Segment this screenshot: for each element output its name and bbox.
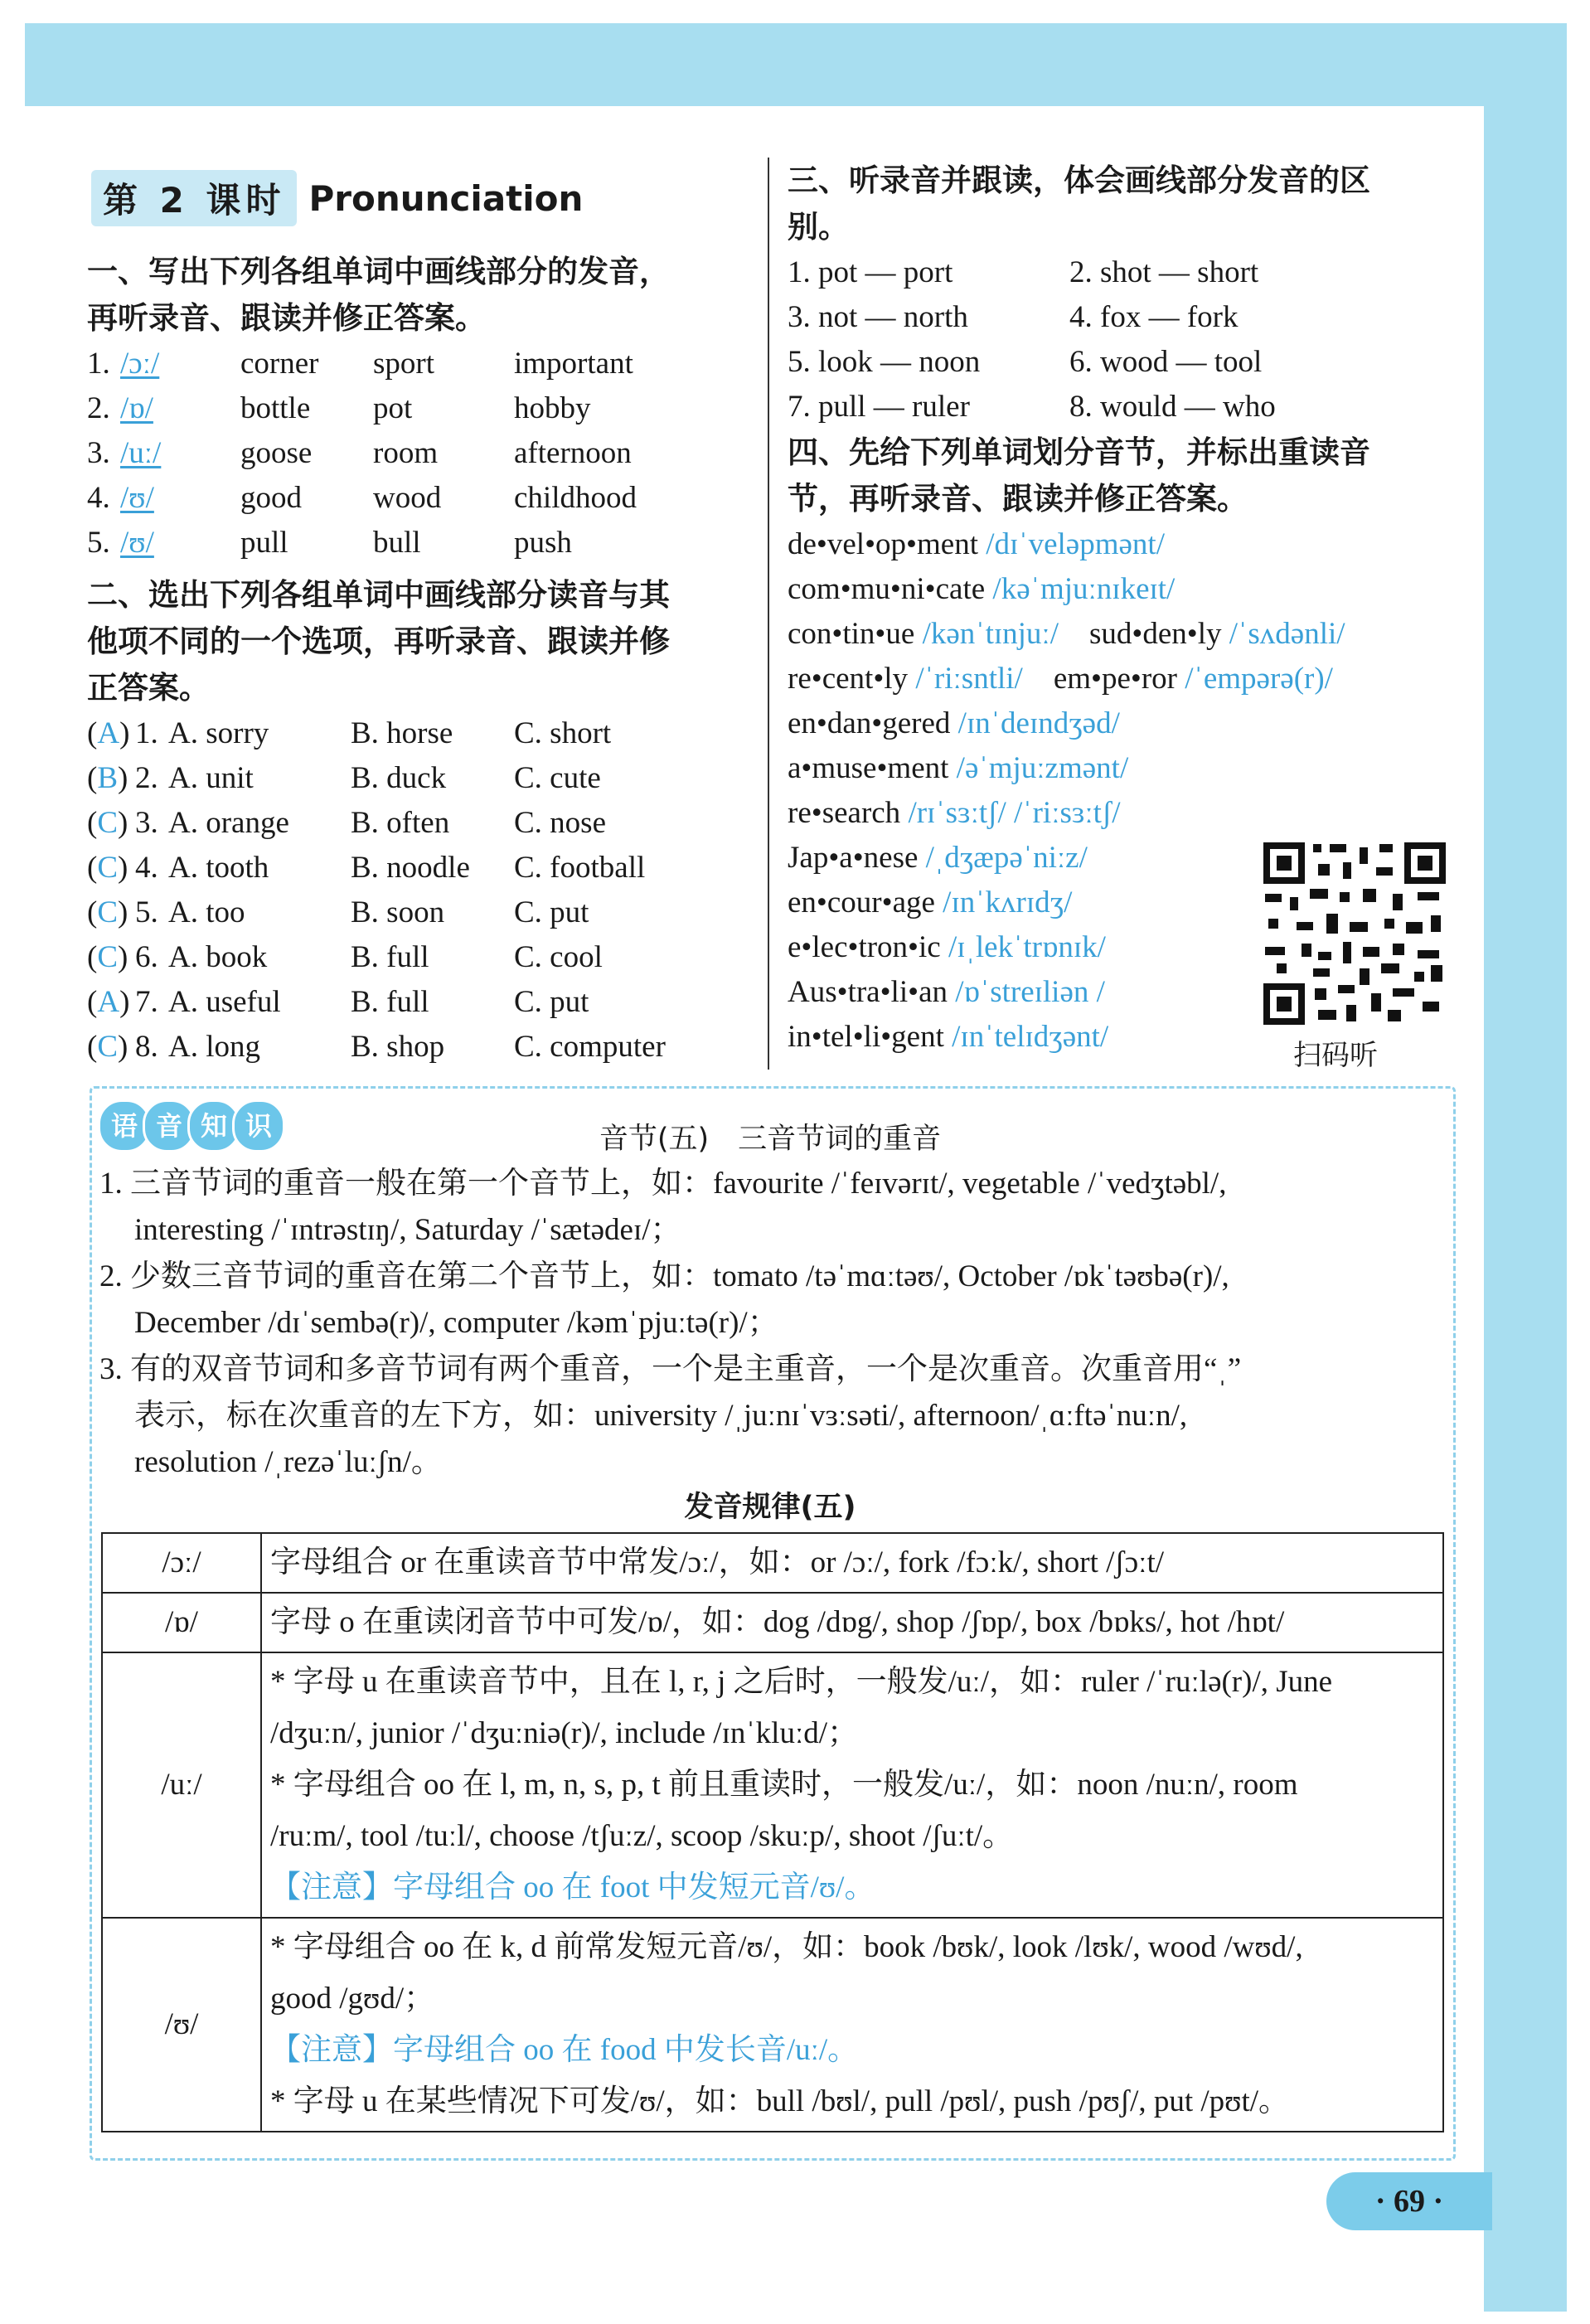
- phoneme-cell: /ʊ/: [102, 1918, 261, 2132]
- section1: [87, 249, 759, 565]
- ipa-answer: /ɪnˈdeɪndʒəd/: [957, 706, 1120, 740]
- rule-cell: [261, 1652, 1443, 1918]
- phoneme-cell: /uː/: [102, 1652, 261, 1918]
- option-b: B. soon: [351, 895, 445, 929]
- option-b: B. duck: [351, 761, 447, 795]
- word-pair: 6. wood — tool: [1069, 345, 1263, 379]
- ipa-answer: /ɪˌlekˈtrɒnɪk/: [948, 930, 1106, 964]
- choice-row: [87, 756, 759, 801]
- syllable-word: e•lec•tron•ic: [788, 930, 941, 964]
- item-number: 2.: [135, 761, 158, 795]
- item-number: 6.: [135, 940, 158, 974]
- option-a: A. tooth: [168, 851, 269, 885]
- syllable-word: en•dan•gered: [788, 706, 951, 740]
- rules-table: [101, 1532, 1444, 2132]
- option-b: B. full: [351, 940, 429, 974]
- choice-row: [87, 801, 759, 846]
- syllable-row: [788, 701, 1459, 746]
- option-c: C. nose: [514, 806, 606, 840]
- section2-title-3: 正答案。: [87, 670, 210, 706]
- knowledge-line: 1. 三音节词的重音一般在第一个音节上，如：favourite /ˈfeɪvərɪt/, vegetable /ˈvedʒtəbl/,: [99, 1167, 1227, 1201]
- answer-bracket: (C): [87, 806, 128, 840]
- syllable-word: in•tel•li•gent: [788, 1020, 944, 1054]
- item-number: 1.: [135, 716, 158, 750]
- pair-row: [788, 250, 1459, 295]
- word-pair: 7. pull — ruler: [788, 390, 970, 424]
- qr-caption: 扫码听: [1293, 1039, 1378, 1072]
- ipa-answer: /rɪˈsɜːtʃ/ /ˈriːsɜːtʃ/: [908, 796, 1121, 830]
- syllable-word: sud•den•ly: [1089, 617, 1222, 651]
- lesson-label: 第 2 课时: [91, 170, 297, 226]
- word: bottle: [240, 391, 311, 425]
- word: hobby: [514, 391, 591, 425]
- choice-row: [87, 980, 759, 1025]
- syllable-word: com•mu•ni•cate: [788, 572, 986, 606]
- option-a: A. too: [168, 895, 245, 929]
- word: sport: [373, 347, 434, 381]
- word: corner: [240, 347, 319, 381]
- ipa-answer: /kənˈtɪnjuː/: [922, 617, 1059, 651]
- answer-text: /ɔː/: [120, 347, 160, 381]
- option-c: C. cute: [514, 761, 601, 795]
- pair-row: [788, 340, 1459, 385]
- rule-line: good /gʊd/；: [270, 1982, 435, 2016]
- item-number: 1.: [87, 347, 110, 381]
- answer-text: /ɒ/: [120, 391, 153, 425]
- option-b: B. often: [351, 806, 450, 840]
- syllable-word: con•tin•ue: [788, 617, 915, 651]
- option-b: B. full: [351, 985, 429, 1019]
- word: push: [514, 526, 572, 560]
- word-pair: 1. pot — port: [788, 255, 953, 289]
- answer-bracket: (A): [87, 716, 130, 750]
- answer-row: [87, 431, 759, 476]
- option-b: B. noodle: [351, 851, 470, 885]
- table-row: [102, 1918, 1443, 2132]
- option-a: A. orange: [168, 806, 289, 840]
- knowledge-line: 2. 少数三音节词的重音在第二个音节上，如：tomato /təˈmɑːtəʊ/, October /ɒkˈtəʊbə(r)/,: [99, 1259, 1229, 1293]
- ipa-answer: /ɪnˈtelɪdʒənt/: [952, 1020, 1109, 1054]
- answer-row: [87, 386, 759, 431]
- ipa-answer: /kəˈmjuːnɪkeɪt/: [992, 572, 1176, 606]
- answer-text: C: [97, 851, 119, 885]
- word-pair: 4. fox — fork: [1069, 300, 1239, 334]
- answer-text: C: [97, 940, 119, 974]
- knowledge-body: [99, 1161, 1442, 1486]
- syllable-row: [788, 612, 1459, 657]
- word: room: [373, 436, 439, 470]
- syllable-word: re•search: [788, 796, 901, 830]
- answer-row: [87, 476, 759, 521]
- syllable-word: em•pe•ror: [1053, 662, 1177, 696]
- answer-bracket: (C): [87, 851, 128, 885]
- table-row: [102, 1533, 1443, 1593]
- syllable-word: en•cour•age: [788, 885, 935, 919]
- pair-row: [788, 295, 1459, 340]
- badge-char: 识: [232, 1099, 285, 1152]
- answer-row: [87, 342, 759, 386]
- section2-title: 二、选出下列各组单词中画线部分读音与其: [87, 577, 670, 613]
- answer-text: C: [97, 895, 119, 929]
- phoneme-cell: /ɔː/: [102, 1533, 261, 1593]
- lesson-header: [91, 168, 583, 228]
- section4-title-2: 节，再听录音、跟读并修正答案。: [788, 481, 1248, 517]
- knowledge-title: 音节(五) 三音节词的重音: [599, 1123, 942, 1156]
- option-c: C. short: [514, 716, 612, 750]
- knowledge-line: 表示，标在次重音的左下方，如：university /ˌjuːnɪˈvɜːsəti/, afternoon/ˌɑːftəˈnuːn/,: [134, 1399, 1188, 1433]
- section3-title: 三、听录音并跟读，体会画线部分发音的区: [788, 163, 1370, 198]
- option-c: C. football: [514, 851, 646, 885]
- choice-row: [87, 935, 759, 980]
- rule-note: 【注意】字母组合 oo 在 foot 中发短元音/ʊ/。: [270, 1870, 875, 1904]
- section1-title-2: 再听录音、跟读并修正答案。: [87, 300, 486, 336]
- badge-char: 音: [143, 1099, 196, 1152]
- page-corner: [1409, 106, 1484, 156]
- word: pull: [240, 526, 288, 560]
- option-c: C. computer: [514, 1030, 666, 1064]
- word: wood: [373, 481, 442, 515]
- option-a: A. long: [168, 1030, 260, 1064]
- rule-cell: [261, 1533, 1443, 1593]
- answer-bracket: (C): [87, 940, 128, 974]
- choice-row: [87, 846, 759, 890]
- option-a: A. useful: [168, 985, 281, 1019]
- option-b: B. horse: [351, 716, 453, 750]
- option-a: A. sorry: [168, 716, 269, 750]
- qr-code-icon: [1260, 839, 1449, 1028]
- rule-line: * 字母 u 在某些情况下可发/ʊ/，如：bull /bʊl/, pull /pʊl/, push /pʊʃ/, put /pʊt/。: [270, 2084, 1290, 2118]
- syllable-word: a•muse•ment: [788, 751, 949, 785]
- syllable-row: [788, 791, 1459, 836]
- rule-line: /ruːm/, tool /tuːl/, choose /tʃuːz/, scoop /skuːp/, shoot /ʃuːt/。: [270, 1819, 1014, 1853]
- section2: [87, 572, 759, 1070]
- option-b: B. shop: [351, 1030, 445, 1064]
- item-number: 5.: [87, 526, 110, 560]
- item-number: 4.: [135, 851, 158, 885]
- word-pair: 8. would — who: [1069, 390, 1276, 424]
- answer-bracket: (C): [87, 1030, 128, 1064]
- answer-text: B: [97, 761, 119, 795]
- section2-title-2: 他项不同的一个选项，再听录音、跟读并修: [87, 623, 670, 659]
- item-number: 3.: [87, 436, 110, 470]
- rule-line: /dʒuːn/, junior /ˈdʒuːniə(r)/, include /ɪnˈkluːd/；: [270, 1716, 859, 1750]
- word: goose: [240, 436, 313, 470]
- syllable-row: [788, 746, 1459, 791]
- answer-text: A: [97, 716, 120, 750]
- item-number: 8.: [135, 1030, 158, 1064]
- rule-line: * 字母组合 oo 在 k, d 前常发短元音/ʊ/，如：book /bʊk/, look /lʊk/, wood /wʊd/,: [270, 1930, 1303, 1964]
- answer-bracket: (A): [87, 985, 130, 1019]
- ipa-answer: /ˈempərə(r)/: [1185, 662, 1333, 696]
- syllable-row: [788, 567, 1459, 612]
- section3-title-2: 别。: [788, 209, 849, 245]
- syllable-word: Aus•tra•li•an: [788, 975, 948, 1009]
- rule-line: 字母 o 在重读闭音节中可发/ɒ/，如：dog /dɒg/, shop /ʃɒp/, box /bɒks/, hot /hɒt/: [270, 1605, 1285, 1639]
- option-a: A. book: [168, 940, 268, 974]
- choice-row: [87, 711, 759, 756]
- word-pair: 2. shot — short: [1069, 255, 1259, 289]
- lesson-title: Pronunciation: [308, 177, 584, 219]
- badge-char: 语: [98, 1099, 151, 1152]
- section4-title: 四、先给下列单词划分音节，并标出重读音: [788, 434, 1370, 470]
- rule-cell: [261, 1918, 1443, 2132]
- column-divider: [768, 158, 769, 1070]
- rule-line: 字母组合 or 在重读音节中常发/ɔː/，如：or /ɔː/, fork /fɔːk/, short /ʃɔːt/: [270, 1545, 1165, 1579]
- ipa-answer: /ˈriːsntli/: [915, 662, 1023, 696]
- answer-row: [87, 521, 759, 565]
- answer-text: C: [97, 1030, 119, 1064]
- word: afternoon: [514, 436, 632, 470]
- rule-note: 【注意】字母组合 oo 在 food 中发长音/uː/。: [270, 2033, 859, 2067]
- table-row: [102, 1652, 1443, 1918]
- answer-bracket: (C): [87, 895, 128, 929]
- answer-text: /uː/: [120, 436, 162, 470]
- syllable-word: Jap•a•nese: [788, 841, 919, 875]
- word-pair: 5. look — noon: [788, 345, 981, 379]
- word: good: [240, 481, 302, 515]
- knowledge-line: interesting /ˈɪntrəstɪŋ/, Saturday /ˈsætədeɪ/；: [134, 1213, 681, 1247]
- word-pair: 3. not — north: [788, 300, 968, 334]
- item-number: 5.: [135, 895, 158, 929]
- item-number: 2.: [87, 391, 110, 425]
- knowledge-line: resolution /ˌrezəˈluːʃn/。: [134, 1445, 442, 1479]
- option-c: C. put: [514, 985, 589, 1019]
- choice-row: [87, 1025, 759, 1070]
- choice-row: [87, 890, 759, 935]
- ipa-answer: /ˌdʒæpəˈniːz/: [925, 841, 1088, 875]
- badge-char: 知: [187, 1099, 240, 1152]
- ipa-answer: /ɒˈstreɪliən /: [955, 975, 1105, 1009]
- syllable-row: [788, 657, 1459, 701]
- word: childhood: [514, 481, 637, 515]
- knowledge-line: 3. 有的双音节词和多音节词有两个重音，一个是主重音，一个是次重音。次重音用“ˌ”: [99, 1352, 1242, 1386]
- answer-text: A: [97, 985, 120, 1019]
- item-number: 7.: [135, 985, 158, 1019]
- ipa-answer: /əˈmjuːzmənt/: [956, 751, 1129, 785]
- option-a: A. unit: [168, 761, 254, 795]
- ipa-answer: /ˈsʌdənli/: [1229, 617, 1345, 651]
- section1-title: 一、写出下列各组单词中画线部分的发音，: [87, 254, 670, 289]
- page-number: · 69 ·: [1326, 2172, 1492, 2230]
- answer-text: C: [97, 806, 119, 840]
- rules-title: 发音规律(五): [684, 1491, 856, 1524]
- knowledge-line: December /dɪˈsembə(r)/, computer /kəmˈpjuːtə(r)/；: [134, 1306, 778, 1340]
- rule-cell: [261, 1593, 1443, 1652]
- right-band: [1484, 23, 1567, 2312]
- pair-row: [788, 385, 1459, 429]
- rule-line: * 字母 u 在重读音节中，且在 l, r, j 之后时，一般发/uː/，如：ruler /ˈruːlə(r)/, June: [270, 1665, 1333, 1699]
- phoneme-cell: /ɒ/: [102, 1593, 261, 1652]
- syllable-row: [788, 522, 1459, 567]
- option-c: C. put: [514, 895, 589, 929]
- answer-bracket: (B): [87, 761, 128, 795]
- word: pot: [373, 391, 413, 425]
- syllable-word: de•vel•op•ment: [788, 527, 978, 561]
- item-number: 3.: [135, 806, 158, 840]
- option-c: C. cool: [514, 940, 603, 974]
- word: important: [514, 347, 633, 381]
- top-band: [25, 23, 1567, 106]
- word: bull: [373, 526, 421, 560]
- ipa-answer: /ɪnˈkʌrɪdʒ/: [943, 885, 1073, 919]
- answer-text: /ʊ/: [120, 481, 154, 515]
- syllable-word: re•cent•ly: [788, 662, 909, 696]
- rule-line: * 字母组合 oo 在 l, m, n, s, p, t 前且重读时，一般发/uː/，如：noon /nuːn/, room: [270, 1768, 1298, 1802]
- qr-code[interactable]: [1260, 839, 1449, 1028]
- item-number: 4.: [87, 481, 110, 515]
- answer-text: /ʊ/: [120, 526, 154, 560]
- ipa-answer: /dɪˈveləpmənt/: [986, 527, 1165, 561]
- table-row: [102, 1593, 1443, 1652]
